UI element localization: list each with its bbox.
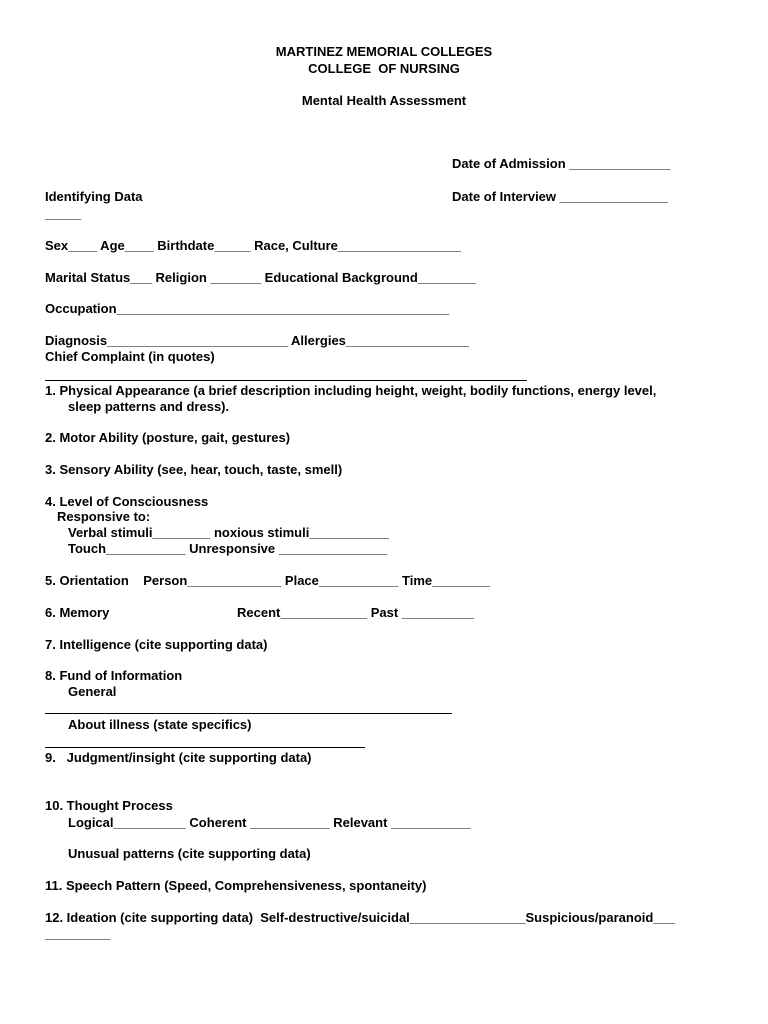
- general-label: General: [68, 684, 117, 699]
- date-of-admission-field[interactable]: Date of Admission ______________: [452, 156, 671, 171]
- responsive-to-label: Responsive to:: [57, 509, 151, 524]
- motor-ability-heading: 2. Motor Ability (posture, gait, gestures): [45, 430, 291, 445]
- judgment-insight-heading: 9. Judgment/insight (cite supporting data): [45, 750, 312, 765]
- ideation-continuation[interactable]: _________: [45, 926, 111, 941]
- thought-process-heading: 10. Thought Process: [45, 798, 173, 813]
- institution-name: MARTINEZ MEMORIAL COLLEGES: [275, 44, 493, 59]
- memory-label: 6. Memory: [45, 605, 110, 620]
- chief-complaint-label: Chief Complaint (in quotes): [45, 349, 215, 364]
- intelligence-heading: 7. Intelligence (cite supporting data): [45, 637, 268, 652]
- sensory-ability-heading: 3. Sensory Ability (see, hear, touch, taste, smell): [45, 462, 343, 477]
- marital-religion-education-line[interactable]: Marital Status___ Religion _______ Educational Background________: [45, 270, 476, 285]
- physical-appearance-heading-cont: sleep patterns and dress).: [68, 399, 230, 414]
- level-of-consciousness-heading: 4. Level of Consciousness: [45, 494, 209, 509]
- about-illness-rule[interactable]: [45, 747, 365, 748]
- unusual-patterns-label: Unusual patterns (cite supporting data): [68, 846, 311, 861]
- logical-coherent-relevant-line[interactable]: Logical__________ Coherent ___________ Relevant ___________: [68, 815, 471, 830]
- physical-appearance-heading: 1. Physical Appearance (a brief description including height, weight, bodily functions, energy level,: [45, 383, 657, 398]
- orientation-line[interactable]: 5. Orientation Person_____________ Place___________ Time________: [45, 573, 490, 588]
- memory-recent-past-line[interactable]: Recent____________ Past __________: [237, 605, 475, 620]
- diagnosis-allergies-line[interactable]: Diagnosis_________________________ Allergies_________________: [45, 333, 469, 348]
- identifying-data-label: Identifying Data: [45, 189, 143, 204]
- about-illness-label: About illness (state specifics): [68, 717, 252, 732]
- form-title: Mental Health Assessment: [301, 93, 467, 108]
- chief-complaint-rule[interactable]: [45, 380, 527, 381]
- speech-pattern-heading: 11. Speech Pattern (Speed, Comprehensiveness, spontaneity): [45, 878, 427, 893]
- college-name: COLLEGE OF NURSING: [308, 61, 460, 76]
- general-rule[interactable]: [45, 713, 452, 714]
- fund-of-information-heading: 8. Fund of Information: [45, 668, 183, 683]
- occupation-line[interactable]: Occupation______________________________________________: [45, 301, 450, 316]
- sex-age-birthdate-race-line[interactable]: Sex____ Age____ Birthdate_____ Race, Culture_________________: [45, 238, 461, 253]
- ideation-line[interactable]: 12. Ideation (cite supporting data) Self-destructive/suicidal________________Suspicious/paranoid___: [45, 910, 676, 925]
- identifying-data-continuation[interactable]: _____: [45, 206, 82, 221]
- verbal-noxious-stimuli-line[interactable]: Verbal stimuli________ noxious stimuli___________: [68, 525, 389, 540]
- touch-unresponsive-line[interactable]: Touch___________ Unresponsive _______________: [68, 541, 388, 556]
- date-of-interview-field[interactable]: Date of Interview _______________: [452, 189, 669, 204]
